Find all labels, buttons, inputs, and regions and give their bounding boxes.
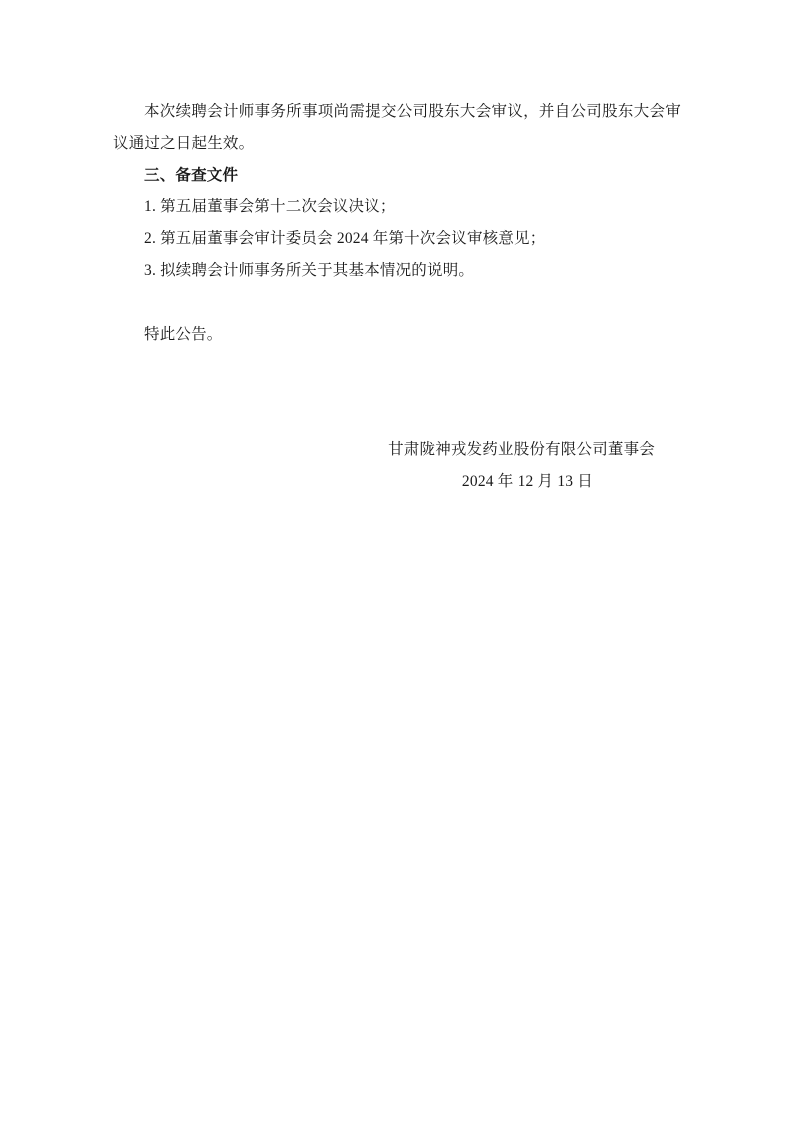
paragraph-shareholder-approval: 本次续聘会计师事务所事项尚需提交公司股东大会审议，并自公司股东大会审议通过之日起生效。 — [113, 103, 681, 152]
signature-date: 2024 年 12 月 13 日 — [461, 473, 593, 491]
paragraph-spacer — [113, 287, 681, 319]
list-item-2: 2. 第五届董事会审计委员会 2024 年第十次会议审核意见； — [144, 230, 546, 248]
list-item-1: 1. 第五届董事会第十二次会议决议； — [144, 198, 396, 216]
document-body — [113, 96, 681, 498]
signature-block — [113, 434, 681, 498]
section-heading-reference-documents: 三、备查文件 — [144, 166, 239, 184]
closing-notice: 特此公告。 — [144, 325, 223, 343]
signature-company: 甘肃陇神戎发药业股份有限公司董事会 — [388, 441, 655, 459]
list-item-3: 3. 拟续聘会计师事务所关于其基本情况的说明。 — [144, 261, 475, 279]
